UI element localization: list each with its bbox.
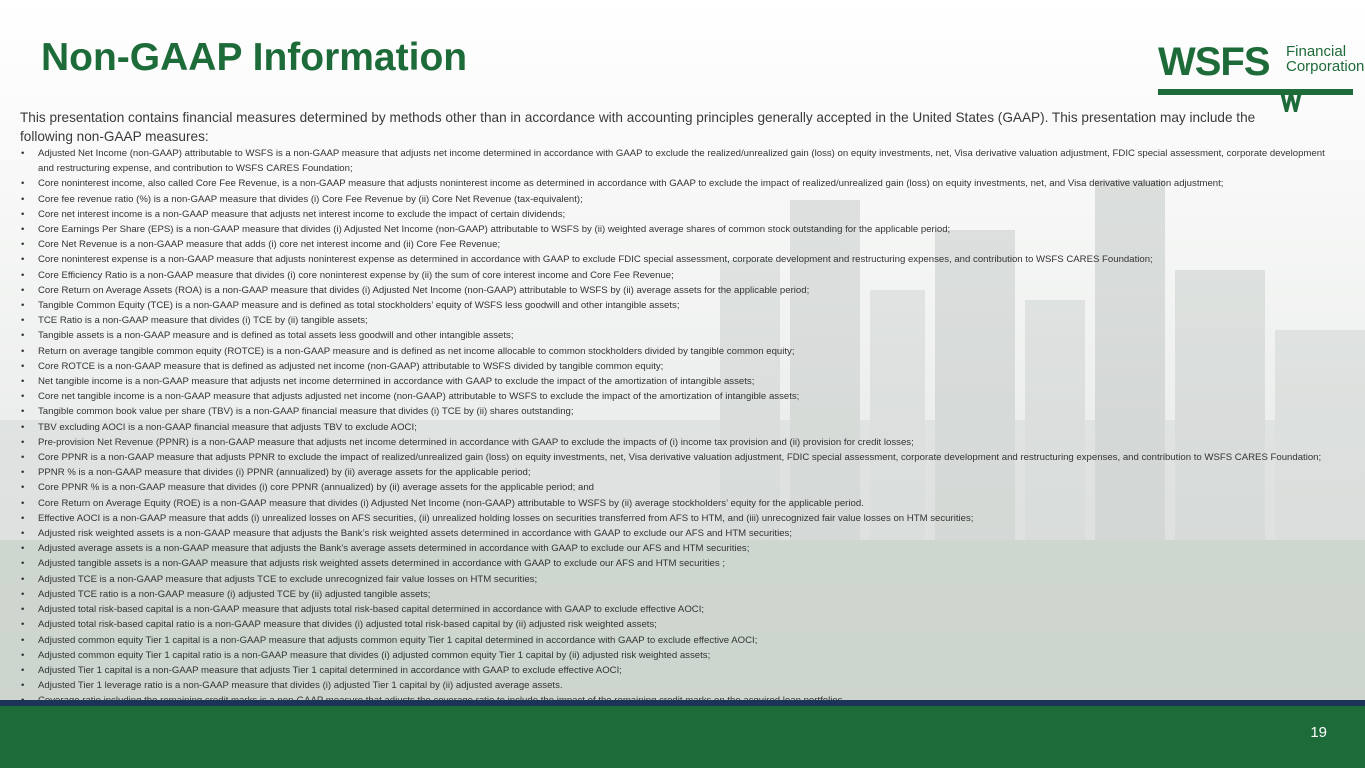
bullet-item: • Adjusted common equity Tier 1 capital is a non-GAAP measure that adjusts common equity Tier 1 capital determined in accordance with GAAP to exclude effective AOCI; <box>20 633 1332 648</box>
footer-bar <box>0 706 1365 768</box>
bullet-item: • TBV excluding AOCI is a non-GAAP financial measure that adjusts TBV to exclude AOCI; <box>20 420 1332 435</box>
bullet-item: • Adjusted tangible assets is a non-GAAP measure that adjusts risk weighted assets determined in accordance with GAAP to exclude our AFS and HTM securities ; <box>20 556 1332 571</box>
bullet-item: • Core Efficiency Ratio is a non-GAAP measure that divides (i) core noninterest expense by (ii) the sum of core interest income and Core Fee Revenue; <box>20 268 1332 283</box>
bullet-item: • Core Return on Average Assets (ROA) is a non-GAAP measure that divides (i) Adjusted Net Income (non-GAAP) attributable to WSFS by (ii) average assets for the applicable period; <box>20 283 1332 298</box>
bullet-item: • Core noninterest expense is a non-GAAP measure that adjusts noninterest expense as determined in accordance with GAAP to exclude FDIC special assessment, corporate development and restructuring expenses, and contribution to WSFS CARES Foundation; <box>20 252 1332 267</box>
logo-subtitle <box>1286 44 1364 74</box>
bullet-item: • Adjusted risk weighted assets is a non-GAAP measure that adjusts the Bank’s risk weighted assets determined in accordance with GAAP to exclude our AFS and HTM securities; <box>20 526 1332 541</box>
bullet-item: • Return on average tangible common equity (ROTCE) is a non-GAAP measure and is defined as net income allocable to common stockholders divided by tangible common equity; <box>20 344 1332 359</box>
logo-line-2: Corporation <box>1286 58 1365 75</box>
bullet-item: • Net tangible income is a non-GAAP measure that adjusts net income determined in accordance with GAAP to exclude the impact of the amortization of intangible assets; <box>20 374 1332 389</box>
page-number: 19 <box>1310 724 1327 741</box>
bullet-item: • Core PPNR % is a non-GAAP measure that divides (i) core PPNR (annualized) by (ii) average assets for the applicable period; and <box>20 480 1332 495</box>
logo-line-1: Financial <box>1286 43 1347 60</box>
bullet-item: • Core noninterest income, also called Core Fee Revenue, is a non-GAAP measure that adjusts noninterest income as determined in accordance with GAAP to exclude the impact of realized/unrealized gain (loss) on equity investments, net, and Visa derivative valuation adjustment; <box>20 176 1332 191</box>
bullet-item: • Core fee revenue ratio (%) is a non-GAAP measure that divides (i) Core Fee Revenue by (ii) Core Net Revenue (tax-equivalent); <box>20 192 1332 207</box>
bullet-item: • Tangible Common Equity (TCE) is a non-GAAP measure and is defined as total stockholders’ equity of WSFS less goodwill and other intangible assets; <box>20 298 1332 313</box>
bullet-item: • Core net interest income is a non-GAAP measure that adjusts net interest income to exclude the impact of certain dividends; <box>20 207 1332 222</box>
bullet-item: • Adjusted total risk-based capital ratio is a non-GAAP measure that divides (i) adjusted total risk-based capital by (ii) adjusted risk weighted assets; <box>20 617 1332 632</box>
logo-bar <box>1158 89 1353 95</box>
page-title: Non-GAAP Information <box>41 36 468 79</box>
bullet-item: • Adjusted average assets is a non-GAAP measure that adjusts the Bank’s average assets determined in accordance with GAAP to exclude our AFS and HTM securities; <box>20 541 1332 556</box>
bullet-item: • Adjusted common equity Tier 1 capital ratio is a non-GAAP measure that divides (i) adjusted common equity Tier 1 capital by (ii) adjusted risk weighted assets; <box>20 648 1332 663</box>
bullet-item: • Core Return on Average Equity (ROE) is a non-GAAP measure that divides (i) Adjusted Net Income (non-GAAP) attributable to WSFS by (ii) average stockholders’ equity for the applicable period. <box>20 496 1332 511</box>
bullet-item: • Pre-provision Net Revenue (PPNR) is a non-GAAP measure that adjusts net income determined in accordance with GAAP to exclude the impacts of (i) income tax provision and (ii) provision for credit losses; <box>20 435 1332 450</box>
non-gaap-measures-list <box>20 146 1332 709</box>
bullet-item: • Tangible assets is a non-GAAP measure and is defined as total assets less goodwill and other intangible assets; <box>20 328 1332 343</box>
intro-paragraph: This presentation contains financial measures determined by methods other than in accordance with accounting principles generally accepted in the United States (GAAP). This presentation may include the following non-GAAP measures: <box>20 110 1256 144</box>
bullet-item: • TCE Ratio is a non-GAAP measure that divides (i) TCE by (ii) tangible assets; <box>20 313 1332 328</box>
bullet-item: • Adjusted TCE is a non-GAAP measure that adjusts TCE to exclude unrecognized fair value losses on HTM securities; <box>20 572 1332 587</box>
bullet-item: • Core ROTCE is a non-GAAP measure that is defined as adjusted net income (non-GAAP) attributable to WSFS divided by tangible common equity; <box>20 359 1332 374</box>
wsfs-logo <box>1158 40 1365 114</box>
bullet-item: • Adjusted Net Income (non-GAAP) attributable to WSFS is a non-GAAP measure that adjusts net income determined in accordance with GAAP to exclude the realized/unrealized gain (loss) on equity investments, net, Visa derivative valuation adjustment, FDIC special assessment, corporate development and restructuring expense, and contribution to WSFS CARES Foundation; <box>20 146 1332 176</box>
bullet-item: • Adjusted Tier 1 capital is a non-GAAP measure that adjusts Tier 1 capital determined in accordance with GAAP to exclude effective AOCI; <box>20 663 1332 678</box>
bullet-item: • Core Earnings Per Share (EPS) is a non-GAAP measure that divides (i) Adjusted Net Income (non-GAAP) attributable to WSFS by (ii) weighted average shares of common stock outstanding for the applicable period; <box>20 222 1332 237</box>
bullet-item: • Adjusted TCE ratio is a non-GAAP measure (i) adjusted TCE by (ii) adjusted tangible assets; <box>20 587 1332 602</box>
bullet-item: • Adjusted Tier 1 leverage ratio is a non-GAAP measure that divides (i) adjusted Tier 1 capital by (ii) adjusted average assets. <box>20 678 1332 693</box>
bullet-item: • Tangible common book value per share (TBV) is a non-GAAP financial measure that divides (i) TCE by (ii) shares outstanding; <box>20 404 1332 419</box>
logo-wordmark: WSFS <box>1158 40 1270 84</box>
bullet-item: • Effective AOCI is a non-GAAP measure that adds (i) unrealized losses on AFS securities, (ii) unrealized holding losses on securities transferred from AFS to HTM, and (iii) unrecognized fair value losses on HTM securities; <box>20 511 1332 526</box>
bullet-item: • PPNR % is a non-GAAP measure that divides (i) PPNR (annualized) by (ii) average assets for the applicable period; <box>20 465 1332 480</box>
bullet-item: • Adjusted total risk-based capital is a non-GAAP measure that adjusts total risk-based capital determined in accordance with GAAP to exclude effective AOCI; <box>20 602 1332 617</box>
bullet-item: • Core Net Revenue is a non-GAAP measure that adds (i) core net interest income and (ii) Core Fee Revenue; <box>20 237 1332 252</box>
bullet-item: • Core PPNR is a non-GAAP measure that adjusts PPNR to exclude the impact of realized/unrealized gain (loss) on equity investments, net, Visa derivative valuation adjustment, FDIC special assessment, corporate development and restructuring expenses, and contribution to WSFS CARES Foundation; <box>20 450 1332 465</box>
bullet-item: • Core net tangible income is a non-GAAP measure that adjusts adjusted net income (non-GAAP) attributable to WSFS to exclude the impact of the amortization of intangible assets; <box>20 389 1332 404</box>
